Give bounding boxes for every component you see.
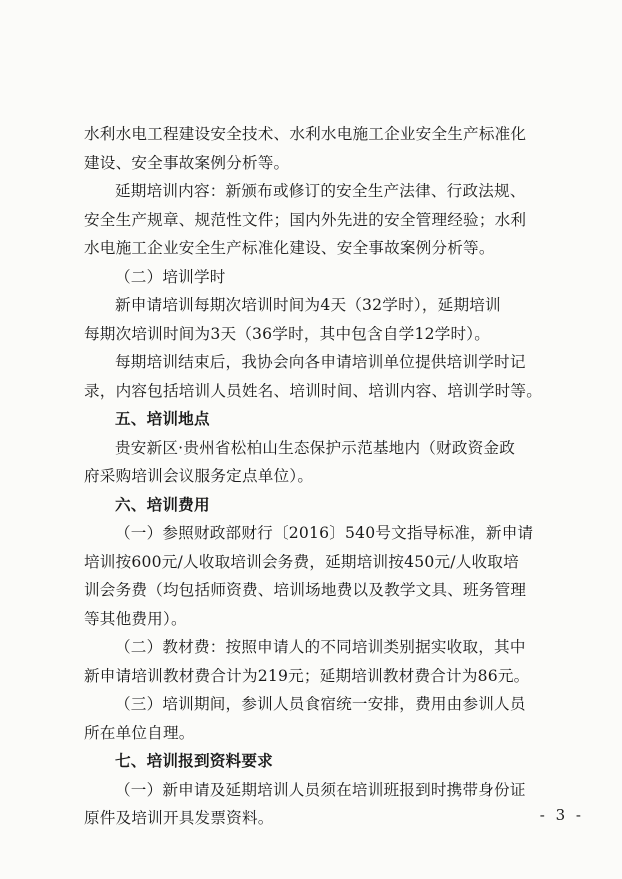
body-line: 水利水电工程建设安全技术、水利水电施工企业安全生产标准化 <box>84 125 527 143</box>
body-line: 府采购培训会议服务定点单位）。 <box>84 467 314 485</box>
body-line: 所在单位自理。 <box>84 723 195 742</box>
body-line: 训会务费（均包括师资费、培训场地费以及教学文具、班务管理 <box>84 581 527 599</box>
document-body <box>84 120 584 833</box>
body-line: 新申请培训每期次培训时间为4天（32学时），延期培训 <box>115 296 501 314</box>
body-line: 贵安新区·贵州省松柏山生态保护示范基地内（财政资金政 <box>115 438 516 457</box>
body-line: 原件及培训开具发票资料。 <box>84 809 274 827</box>
body-line: 每期培训结束后，我协会向各申请培训单位提供培训学时记 <box>115 353 526 371</box>
body-line: 水电施工企业安全生产标准化建设、安全事故案例分析等。 <box>84 239 495 257</box>
body-line: 延期培训内容：新颁布或修订的安全生产法律、行政法规、 <box>115 182 526 200</box>
body-line: （三）培训期间，参训人员食宿统一安排，费用由参训人员 <box>115 695 526 713</box>
body-line: 建设、安全事故案例分析等。 <box>84 153 290 172</box>
body-line: 等其他费用）。 <box>84 609 187 628</box>
body-line: （二）教材费：按照申请人的不同培训类别据实收取，其中 <box>115 638 526 656</box>
subsection-title: （二）培训学时 <box>115 267 226 286</box>
page-number: - 3 - <box>539 806 584 824</box>
body-line: （一）参照财政部财行〔2016〕540号文指导标准，新申请 <box>115 524 534 542</box>
body-line: 新申请培训教材费合计为219元；延期培训教材费合计为86元。 <box>84 666 530 685</box>
body-line: 安全生产规章、规范性文件；国内外先进的安全管理经验；水利 <box>84 210 527 229</box>
body-line: （一）新申请及延期培训人员须在培训班报到时携带身份证 <box>115 780 526 799</box>
section-heading: 六、培训费用 <box>115 495 210 514</box>
body-line: 录，内容包括培训人员姓名、培训时间、培训内容、培训学时等。 <box>84 381 543 400</box>
section-heading: 五、培训地点 <box>115 410 210 428</box>
body-line: 培训按600元/人收取培训会务费，延期培训按450元/人收取培 <box>84 552 519 571</box>
body-line: 每期次培训时间为3天（36学时，其中包含自学12学时）。 <box>84 324 491 343</box>
section-heading: 七、培训报到资料要求 <box>115 752 273 770</box>
